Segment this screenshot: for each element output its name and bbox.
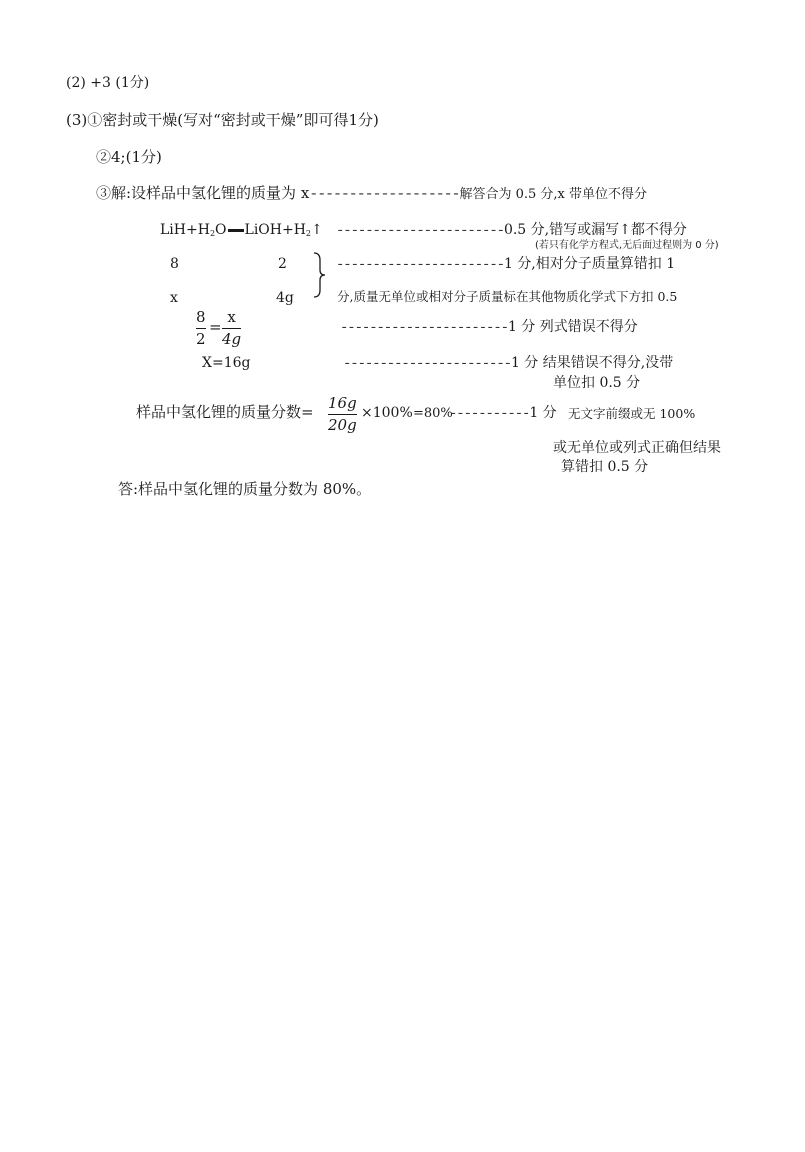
ratio-h2-mass: 2 [278, 256, 287, 272]
result-score-line: -----------------------1 分 结果错误不得分,没带 [343, 355, 674, 372]
equation-score-line: -----------------------0.5 分,错写或漏写↑都不得分 [336, 222, 687, 239]
proportion-equals: = [209, 318, 222, 336]
ratio-unknown-x: x [170, 290, 178, 306]
right-brace [312, 252, 328, 298]
proportion-score-line: -----------------------1 分 列式错误不得分 [340, 319, 638, 336]
mass-fraction-note-2: 或无单位或列式正确但结果 [553, 440, 721, 456]
result-value: X=16g [202, 355, 251, 371]
result-score-note: 单位扣 0.5 分 [553, 375, 641, 391]
question-3-1-answer: (3)①密封或干燥(写对“密封或干燥”即可得1分) [66, 111, 379, 129]
mass-fraction-score-line: -----------1 分 [449, 405, 557, 422]
mass-fraction-times: ×100% [361, 405, 413, 421]
ratio-lih-mass: 8 [170, 256, 179, 272]
solution-scoring-note: 解答合为 0.5 分,x 带单位不得分 [459, 187, 647, 202]
solution-dashes: ------------------- [309, 186, 460, 203]
mass-fraction-fraction: 16g 20g [328, 394, 357, 434]
question-2-answer: (2) +3 (1分) [66, 75, 150, 91]
mass-fraction-note-3: 算错扣 0.5 分 [561, 459, 649, 475]
solution-lead: ③解:设样品中氢化锂的质量为 x [96, 184, 310, 202]
question-3-2-answer: ②4;(1分) [96, 148, 162, 166]
mass-fraction-label: 样品中氢化锂的质量分数= [136, 403, 314, 421]
question-3-3-solution-line [96, 186, 647, 202]
mass-fraction-result: =80% [413, 406, 453, 421]
chemical-equation: $LiH+H_2O$ $LiOH+H_2↑$ [160, 222, 323, 238]
proportion-right-fraction: x 4g [222, 308, 242, 348]
mass-fraction-note: 无文字前缀或无 100% [568, 406, 696, 421]
ratio-score-line: -----------------------1 分,相对分子质量算错扣 1 [336, 256, 676, 273]
gas-arrow: ↑ [311, 222, 323, 238]
equation-subnote: (若只有化学方程式,无后面过程则为 0 分) [535, 240, 719, 251]
equals-double-bar [228, 229, 244, 232]
final-answer: 答:样品中氢化锂的质量分数为 80%。 [118, 480, 372, 498]
proportion-left-fraction: 8 2 [196, 308, 206, 348]
ratio-score-note: 分,质量无单位或相对分子质量标在其他物质化学式下方扣 0.5 [337, 289, 678, 304]
ratio-h2-actual: 4g [276, 290, 294, 306]
